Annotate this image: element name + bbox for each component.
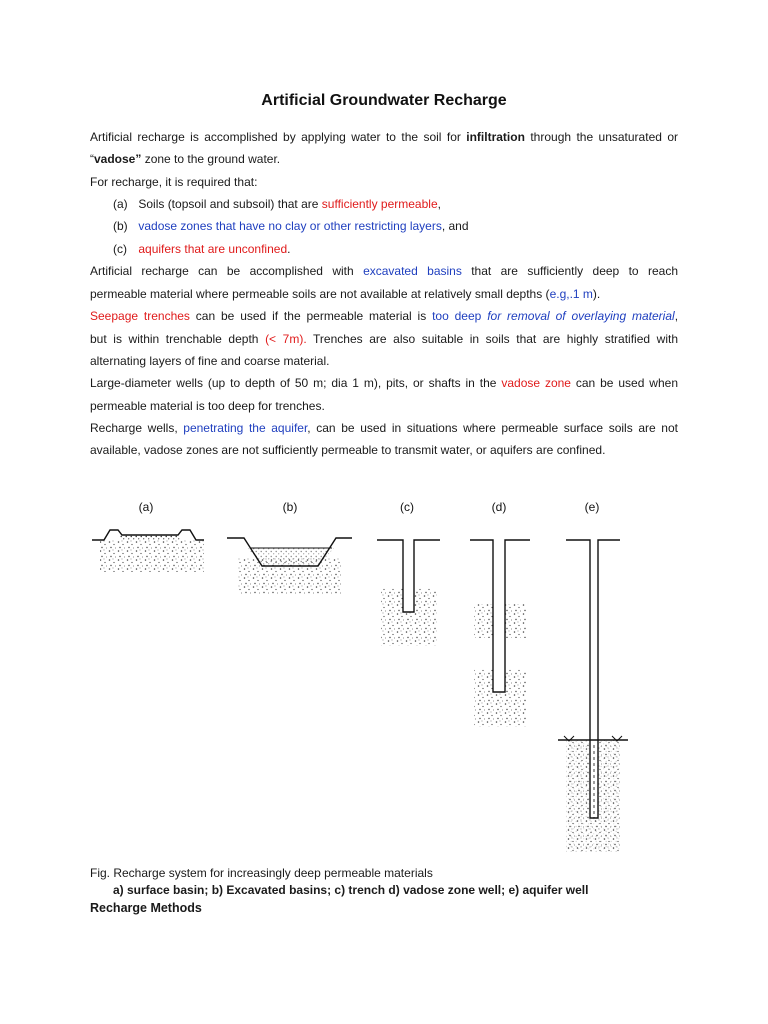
paragraph-recharge-wells-line2: available, vadose zones are not sufficiently permeable to transmit water, or aquifers are confined.	[90, 443, 606, 457]
section-heading-recharge-methods: Recharge Methods	[90, 901, 202, 915]
list-item-b: (b) vadose zones that have no clay or other restricting layers, and	[113, 219, 469, 233]
paragraph-trenches-line1: Seepage trenches can be used if the permeable material is too deep for removal of overlaying material,	[90, 309, 679, 323]
diagram-aquifer-well	[558, 540, 628, 852]
diagram-surface-basin	[92, 530, 204, 572]
paragraph-wells-line2: permeable material is too deep for trenches.	[90, 399, 325, 413]
paragraph-requirements: For recharge, it is required that:	[90, 175, 258, 189]
paragraph-intro-line1: Artificial recharge is accomplished by applying water to the soil for infiltration through the unsaturated or	[90, 130, 678, 144]
diagram-trench	[377, 540, 440, 646]
label-e: (e)	[584, 500, 600, 514]
list-item-a: (a) Soils (topsoil and subsoil) that are sufficiently permeable,	[113, 197, 441, 211]
paragraph-trenches-line2: but is within trenchable depth (< 7m). Trenches are also suitable in soils that are highly stratified with	[90, 332, 679, 346]
paragraph-intro-line2: “vadose” zone to the ground water.	[90, 152, 281, 166]
recharge-systems-figure	[0, 470, 768, 860]
page-title: Artificial Groundwater Recharge	[261, 92, 507, 109]
paragraph-wells-line1: Large-diameter wells (up to depth of 50 m; dia 1 m), pits, or shafts in the vadose zone can be used when	[90, 376, 678, 390]
label-b: (b)	[282, 500, 298, 514]
diagram-vadose-zone-well	[470, 540, 530, 727]
paragraph-basins-line1: Artificial recharge can be accomplished with excavated basins that are sufficiently deep to reach	[90, 264, 679, 278]
label-a: (a)	[138, 500, 154, 514]
paragraph-recharge-wells-line1: Recharge wells, penetrating the aquifer, can be used in situations where permeable surface soils are not	[90, 421, 678, 435]
figure-caption: Fig. Recharge system for increasingly deep permeable materials	[90, 866, 433, 880]
list-item-c: (c) aquifers that are unconfined.	[113, 242, 291, 256]
paragraph-trenches-line3: alternating layers of fine and coarse material.	[90, 354, 330, 368]
label-d: (d)	[491, 500, 507, 514]
figure-legend: a) surface basin; b) Excavated basins; c) trench d) vadose zone well; e) aquifer well	[113, 883, 589, 897]
diagram-excavated-basin	[227, 538, 352, 594]
paragraph-basins-line2: permeable material where permeable soils are not available at relatively small depths (e.g,.1 m).	[90, 287, 601, 301]
label-c: (c)	[400, 500, 414, 514]
